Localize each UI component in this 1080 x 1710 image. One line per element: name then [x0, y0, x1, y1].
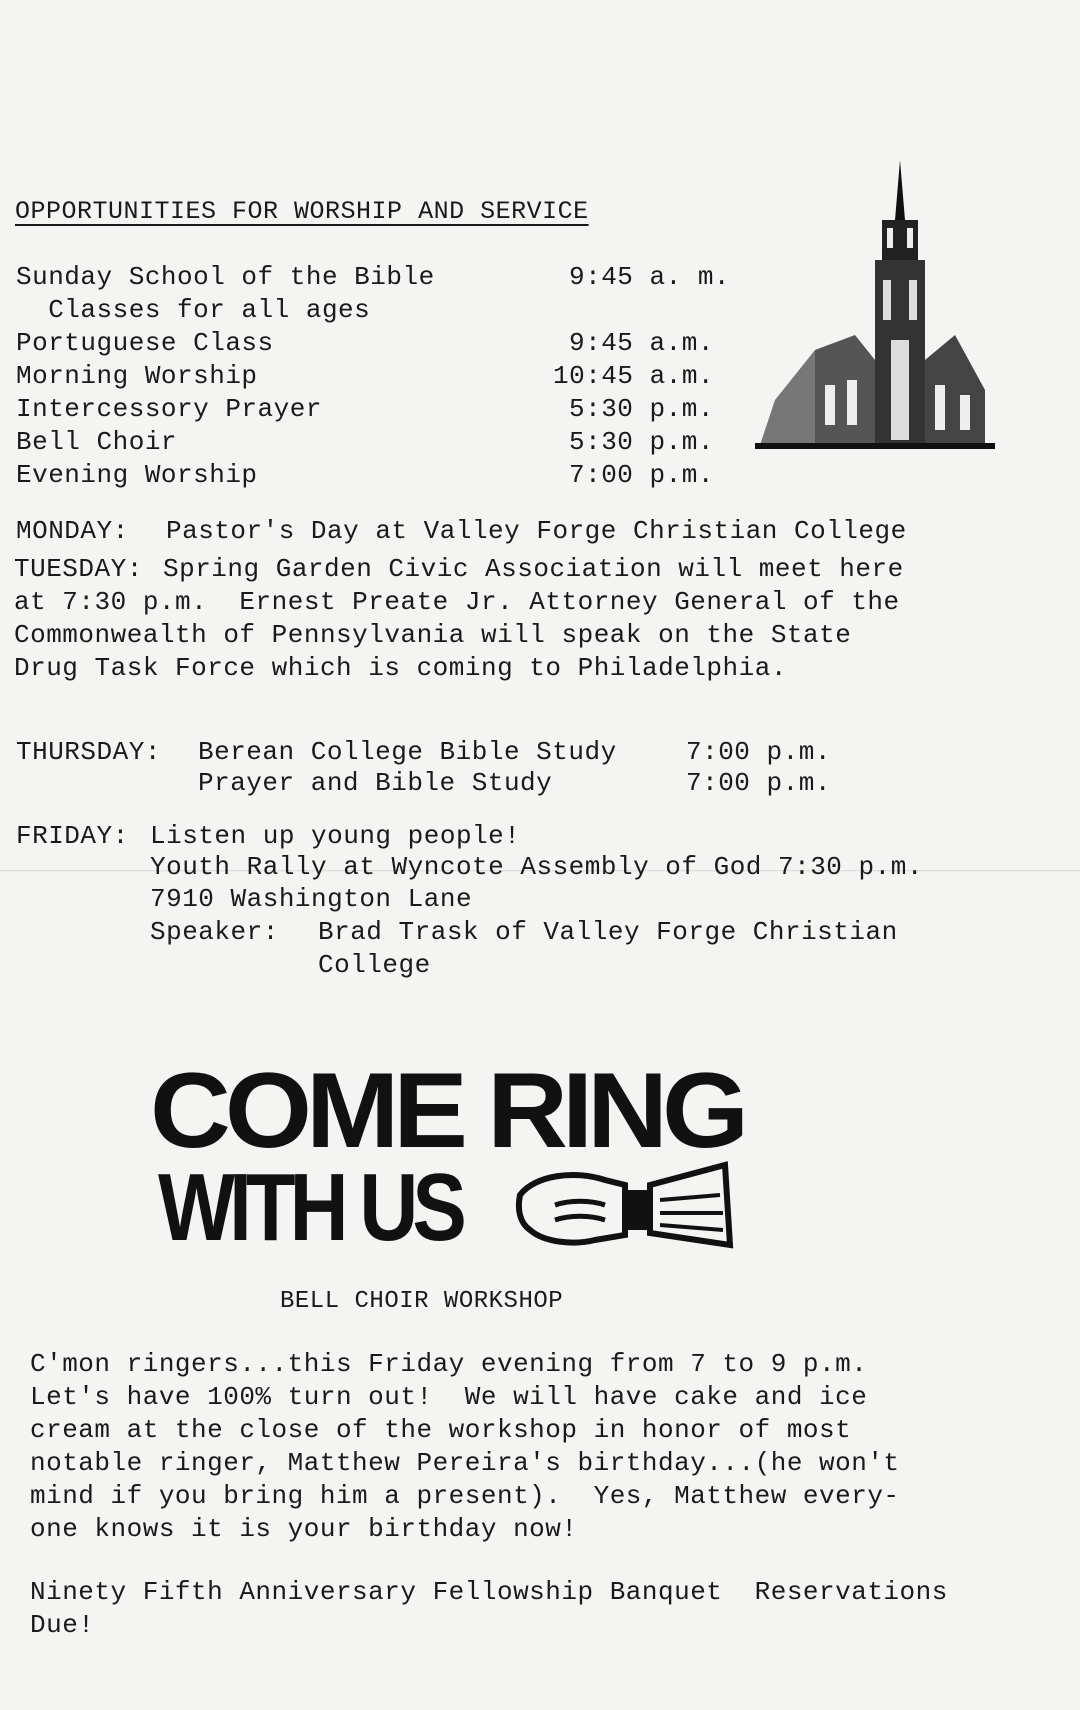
schedule-name: Sunday School of the Bible — [16, 262, 435, 292]
schedule-time: 10:45 a.m. — [553, 361, 715, 391]
workshop-line: C'mon ringers...this Friday evening from 7 to 9 p.m. — [30, 1349, 868, 1379]
banquet-line: Due! — [30, 1610, 95, 1640]
logo-line2: WITH US — [158, 1154, 461, 1261]
schedule-time: 9:45 a. m. — [569, 262, 731, 292]
workshop-line: Let's have 100% turn out! We will have cake and ice — [30, 1382, 868, 1412]
friday-line: Listen up young people! — [150, 821, 521, 851]
monday-text: Pastor's Day at Valley Forge Christian College — [166, 516, 907, 546]
friday-line: Youth Rally at Wyncote Assembly of God 7:30 p.m. — [150, 852, 923, 882]
workshop-line: notable ringer, Matthew Pereira's birthday...(he won't — [30, 1448, 900, 1478]
speaker-text: College — [318, 950, 431, 980]
tuesday-line: Drug Task Force which is coming to Philadelphia. — [14, 653, 787, 683]
speaker-label: Speaker: — [150, 917, 279, 947]
hand-bell-icon — [515, 1155, 740, 1255]
thursday-time: 7:00 p.m. — [686, 768, 831, 798]
thursday-time: 7:00 p.m. — [686, 737, 831, 767]
workshop-title: BELL CHOIR WORKSHOP — [280, 1288, 564, 1315]
schedule-time: 7:00 p.m. — [569, 460, 714, 490]
tuesday-line: Commonwealth of Pennsylvania will speak on the State — [14, 620, 852, 650]
schedule-name: Morning Worship — [16, 361, 258, 391]
schedule-name: Evening Worship — [16, 460, 258, 490]
come-ring-logo — [150, 1051, 750, 1261]
thursday-item: Berean College Bible Study — [198, 737, 617, 767]
logo-line1: COME RING — [150, 1051, 744, 1170]
banquet-line: Ninety Fifth Anniversary Fellowship Banquet Reservations — [30, 1577, 948, 1607]
schedule-name: Classes for all ages — [16, 295, 371, 325]
schedule-name: Bell Choir — [16, 427, 178, 457]
friday-line: 7910 Washington Lane — [150, 884, 473, 914]
monday-label: MONDAY: — [16, 516, 129, 546]
schedule-time: 5:30 p.m. — [569, 427, 714, 457]
workshop-line: one knows it is your birthday now! — [30, 1514, 578, 1544]
schedule-time: 9:45 a.m. — [569, 328, 714, 358]
workshop-line: mind if you bring him a present). Yes, Matthew every- — [30, 1481, 900, 1511]
tuesday-line: Spring Garden Civic Association will meet here — [163, 554, 904, 584]
thursday-item: Prayer and Bible Study — [198, 768, 553, 798]
tuesday-label: TUESDAY: — [14, 554, 143, 584]
page-heading: OPPORTUNITIES FOR WORSHIP AND SERVICE — [15, 197, 589, 226]
schedule-time: 5:30 p.m. — [569, 394, 714, 424]
speaker-text: Brad Trask of Valley Forge Christian — [318, 917, 898, 947]
tuesday-line: at 7:30 p.m. Ernest Preate Jr. Attorney General of the — [14, 587, 900, 617]
thursday-label: THURSDAY: — [16, 737, 161, 767]
workshop-line: cream at the close of the workshop in honor of most — [30, 1415, 852, 1445]
schedule-name: Portuguese Class — [16, 328, 274, 358]
schedule-name: Intercessory Prayer — [16, 394, 322, 424]
church-icon — [755, 160, 1000, 455]
friday-label: FRIDAY: — [16, 821, 129, 851]
